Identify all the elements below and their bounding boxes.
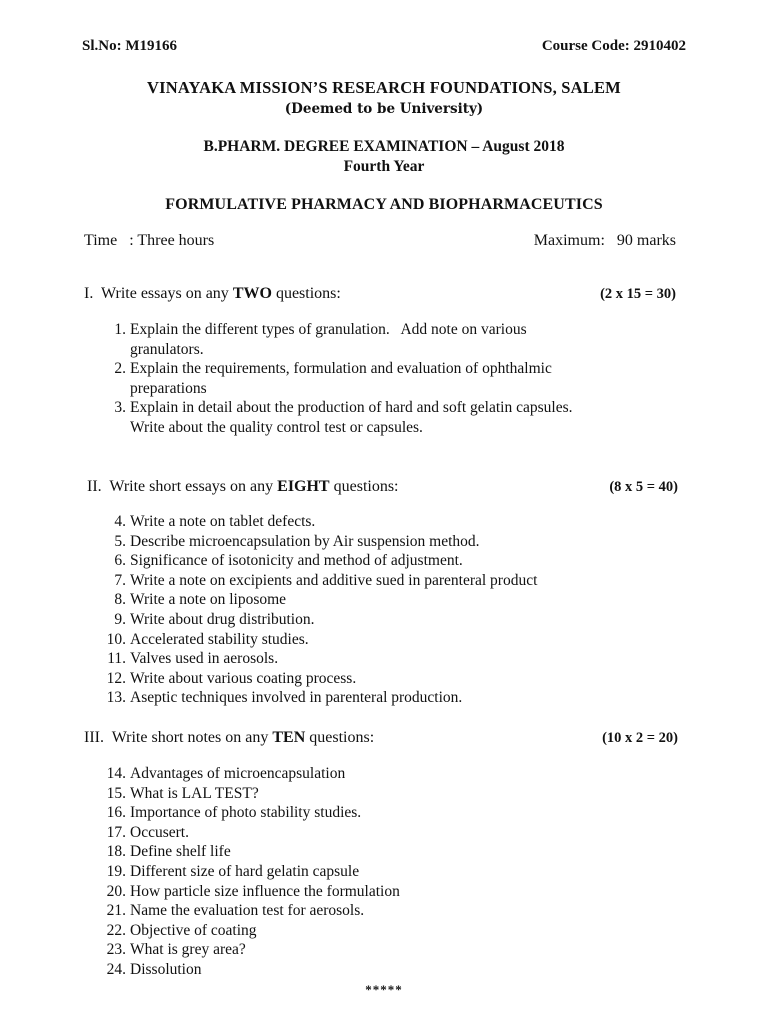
section-2-marks: (8 x 5 = 40) <box>609 479 678 495</box>
question-number: 16. <box>106 804 126 822</box>
question-number: 10. <box>106 630 126 648</box>
section-3-marks: (10 x 2 = 20) <box>602 730 678 746</box>
question-number: 13. <box>106 689 126 707</box>
section-1-prefix: I. Write essays on any <box>84 285 233 302</box>
subject-title: FORMULATIVE PHARMACY AND BIOPHARMACEUTICS <box>165 196 603 213</box>
question-text: Valves used in aerosols. <box>130 650 279 668</box>
question-number: 12. <box>106 669 126 687</box>
question-text: Occusert. <box>130 823 189 841</box>
university-status: (Deemed to be University) <box>284 101 484 117</box>
question-text: Accelerated stability studies. <box>130 630 309 648</box>
question-text: Explain in detail about the production of hard and soft gelatin capsules. <box>130 399 573 416</box>
question-text: granulators. <box>130 340 204 358</box>
question-text: Different size of hard gelatin capsule <box>130 863 360 880</box>
question-text: Define shelf life <box>130 843 231 861</box>
question-text: preparations <box>130 379 207 397</box>
question-text: Name the evaluation test for aerosols. <box>130 902 365 920</box>
question-number: 4. <box>114 513 126 530</box>
question-text: Dissolution <box>130 961 202 978</box>
question-number: 23. <box>106 941 126 959</box>
question-number: 6. <box>114 552 126 570</box>
question-number: 17. <box>106 823 126 841</box>
question-text: Write a note on liposome <box>130 591 287 609</box>
question-text: Explain the requirements, formulation and evaluation of ophthalmic <box>130 360 552 377</box>
question-number: 1. <box>114 321 126 338</box>
question-number: 7. <box>114 571 126 589</box>
question-number: 19. <box>106 863 126 880</box>
question-text: Write about the quality control test or capsules. <box>130 418 423 436</box>
section-3-heading <box>84 729 374 747</box>
section-1-marks: (2 x 15 = 30) <box>600 286 676 302</box>
section-3-count: TEN <box>272 729 306 746</box>
question-text: Significance of isotonicity and method of adjustment. <box>130 552 463 570</box>
section-2-prefix: II. Write short essays on any <box>87 478 278 495</box>
section-2-suffix: questions: <box>329 478 399 495</box>
section-1-suffix: questions: <box>271 285 341 302</box>
question-number: 21. <box>106 902 126 920</box>
question-number: 9. <box>114 611 126 628</box>
section-3-prefix: III. Write short notes on any <box>84 729 273 746</box>
question-text: Write about drug distribution. <box>130 611 315 628</box>
exam-time: Time : Three hours <box>84 232 215 249</box>
question-text: Write a note on excipients and additive sued in parenteral product <box>130 571 538 589</box>
question-text: Describe microencapsulation by Air suspension method. <box>130 532 480 550</box>
section-2-heading <box>87 478 399 496</box>
question-number: 15. <box>106 784 126 802</box>
question-text: Advantages of microencapsulation <box>130 765 346 782</box>
section-1-count: TWO <box>232 285 272 302</box>
question-text: How particle size influence the formulation <box>130 882 400 900</box>
footer-stars: ***** <box>365 982 403 997</box>
question-text: Write a note on tablet defects. <box>130 513 316 530</box>
question-number: 2. <box>114 360 126 377</box>
question-number: 20. <box>106 882 126 900</box>
university-name: VINAYAKA MISSION’S RESEARCH FOUNDATIONS, SALEM <box>147 78 621 97</box>
exam-maximum-marks: Maximum: 90 marks <box>533 232 676 249</box>
course-code: Course Code: 2910402 <box>541 38 686 54</box>
question-number: 5. <box>114 532 126 550</box>
question-text: What is grey area? <box>130 941 246 959</box>
question-number: 3. <box>114 399 126 416</box>
question-text: What is LAL TEST? <box>130 784 259 802</box>
section-2-count: EIGHT <box>277 478 330 495</box>
serial-number: Sl.No: M19166 <box>82 38 177 54</box>
question-number: 8. <box>114 591 126 609</box>
question-number: 14. <box>106 765 126 782</box>
question-number: 11. <box>107 650 126 668</box>
question-text: Objective of coating <box>130 921 257 939</box>
question-text: Aseptic techniques involved in parenteral production. <box>130 689 463 707</box>
section-1-heading <box>84 285 341 303</box>
question-number: 18. <box>106 843 126 861</box>
exam-year: Fourth Year <box>343 158 425 175</box>
exam-title: B.PHARM. DEGREE EXAMINATION – August 2018 <box>203 138 565 155</box>
question-text: Importance of photo stability studies. <box>130 804 362 822</box>
question-text: Explain the different types of granulation. Add note on various <box>130 321 527 338</box>
question-text: Write about various coating process. <box>130 669 357 687</box>
question-number: 24. <box>106 961 126 978</box>
section-3-suffix: questions: <box>305 729 375 746</box>
question-number: 22. <box>106 921 126 939</box>
